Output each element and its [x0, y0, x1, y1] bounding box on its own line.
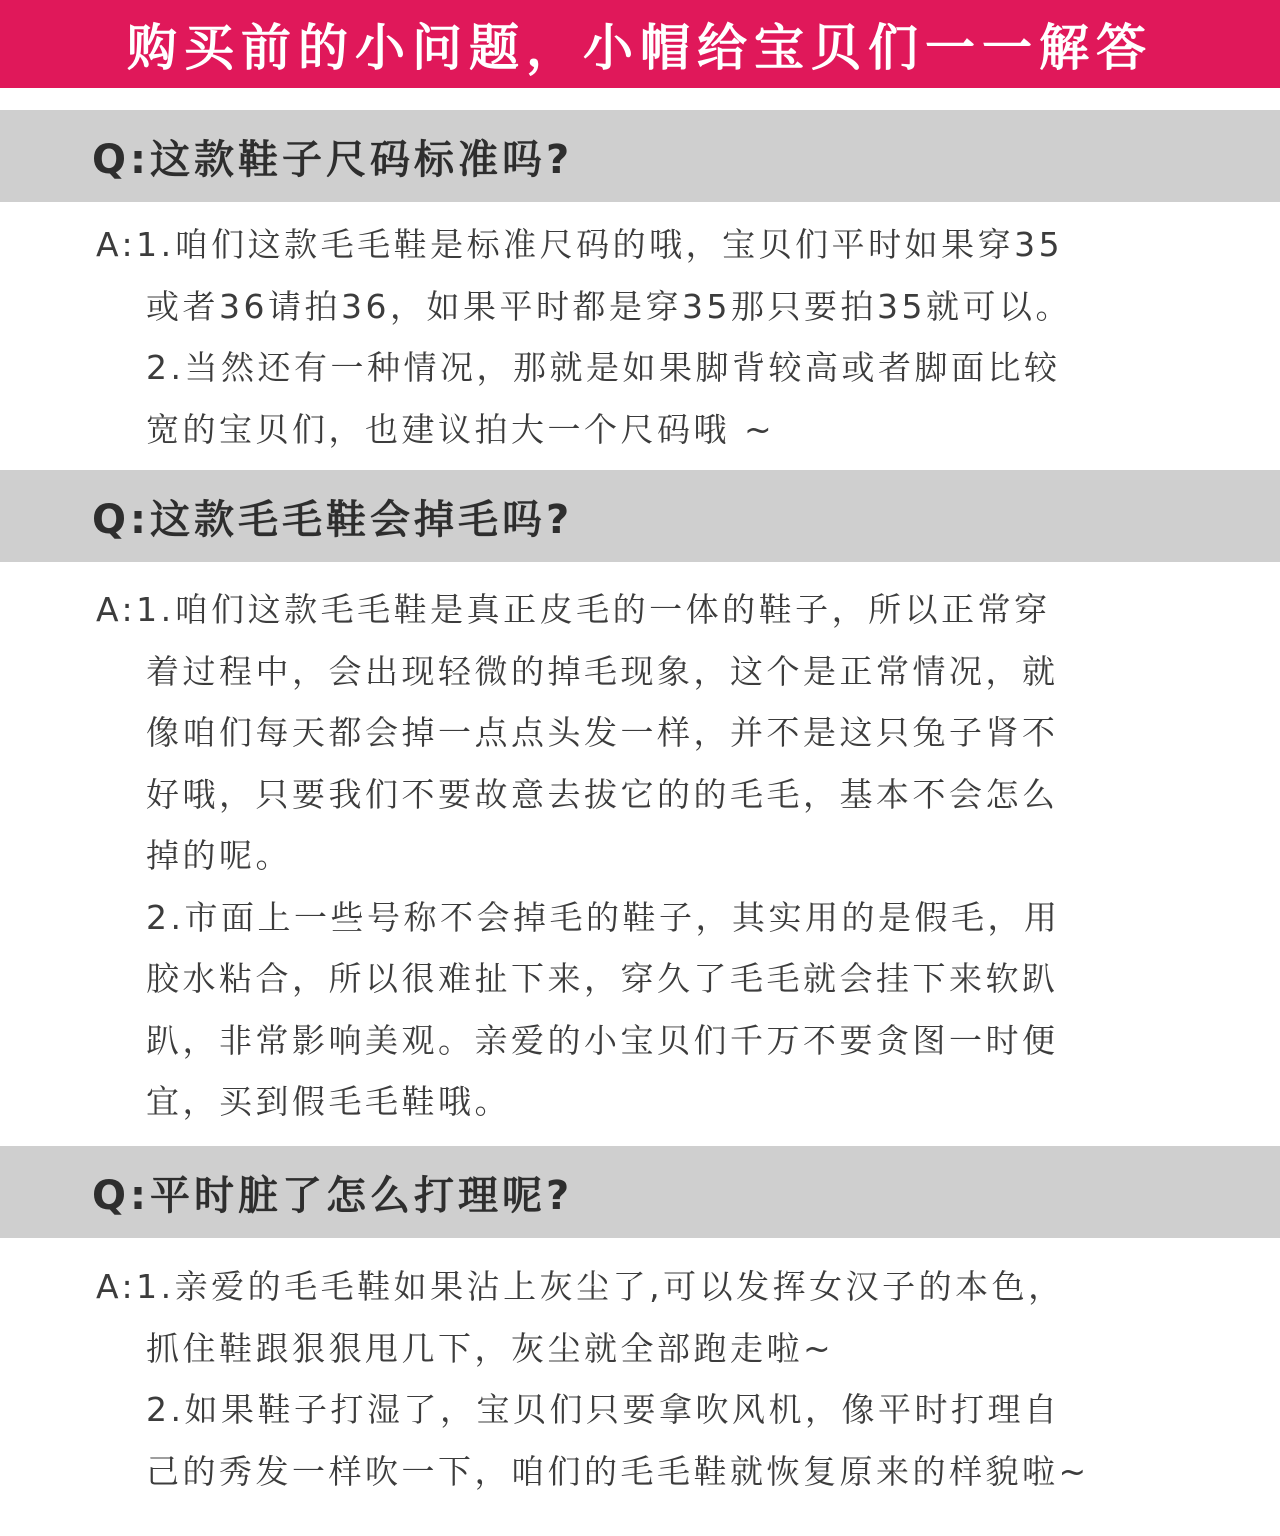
header-banner — [0, 0, 1280, 88]
question-text: Q:这款鞋子尺码标准吗? — [92, 136, 574, 183]
answer-line: 像咱们每天都会掉一点点头发一样，并不是这只兔子肾不 — [146, 713, 1059, 752]
question-bar — [0, 110, 1280, 202]
answer-line: 胶水粘合，所以很难扯下来，穿久了毛毛就会挂下来软趴 — [146, 959, 1059, 998]
answer-line: A:1.咱们这款毛毛鞋是标准尺码的哦，宝贝们平时如果穿35 — [96, 225, 1064, 264]
answer-line: 掉的呢。 — [146, 836, 292, 875]
answer-line: 抓住鞋跟狠狠甩几下，灰尘就全部跑走啦~ — [146, 1328, 835, 1368]
answer-line: 己的秀发一样吹一下，咱们的毛毛鞋就恢复原来的样貌啦~ — [146, 1451, 1090, 1491]
answer-block — [96, 579, 1216, 1133]
answer-line: 宜，买到假毛毛鞋哦。 — [146, 1082, 511, 1121]
answer-line: 宽的宝贝们，也建议拍大一个尺码哦 ~ — [146, 409, 776, 449]
page-title: 购买前的小问题，小帽给宝贝们一一解答 — [127, 19, 1153, 77]
answer-line: A:1.咱们这款毛毛鞋是真正皮毛的一体的鞋子，所以正常穿 — [96, 590, 1051, 629]
answer-line: 着过程中，会出现轻微的掉毛现象，这个是正常情况，就 — [146, 651, 1059, 691]
question-text: Q:平时脏了怎么打理呢? — [92, 1172, 574, 1219]
answer-line: A:1.亲爱的毛毛鞋如果沾上灰尘了,可以发挥女汉子的本色， — [96, 1267, 1065, 1306]
question-bar — [0, 470, 1280, 562]
answer-line: 2.当然还有一种情况，那就是如果脚背较高或者脚面比较 — [146, 348, 1061, 387]
question-text: Q:这款毛毛鞋会掉毛吗? — [92, 496, 574, 543]
answer-block — [96, 1256, 1216, 1502]
answer-line: 2.如果鞋子打湿了，宝贝们只要拿吹风机，像平时打理自 — [146, 1390, 1061, 1429]
answer-line: 趴，非常影响美观。亲爱的小宝贝们千万不要贪图一时便 — [146, 1020, 1059, 1060]
answer-block — [96, 214, 1216, 460]
question-bar — [0, 1146, 1280, 1238]
answer-line: 2.市面上一些号称不会掉毛的鞋子，其实用的是假毛，用 — [146, 897, 1061, 937]
answer-line: 或者36请拍36，如果平时都是穿35那只要拍35就可以。 — [146, 286, 1072, 326]
answer-line: 好哦，只要我们不要故意去拔它的的毛毛，基本不会怎么 — [146, 774, 1059, 814]
